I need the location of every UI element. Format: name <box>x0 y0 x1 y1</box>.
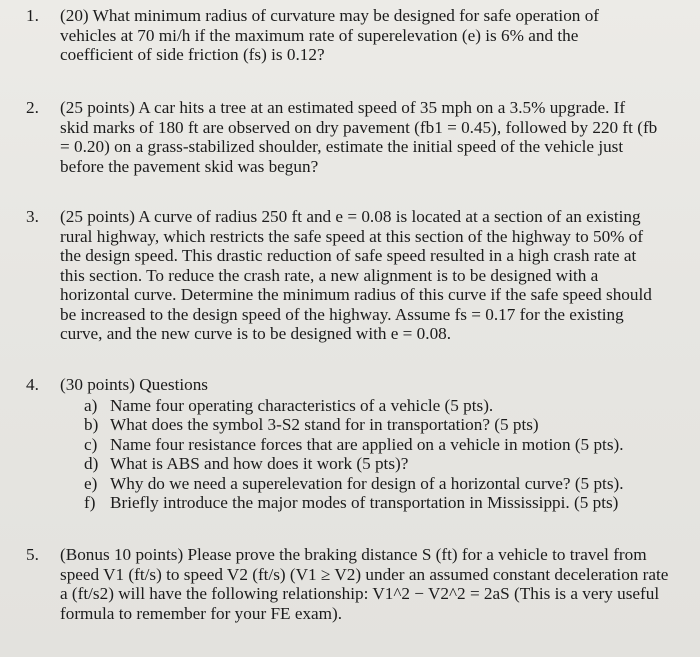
problem-text-line: vehicles at 70 mi/h if the maximum rate of superelevation (e) is 6% and the <box>60 25 579 45</box>
problem-text-line: before the pavement skid was begun? <box>60 156 319 176</box>
problem-text-line: skid marks of 180 ft are observed on dry pavement (fb1 = 0.45), followed by 220 ft (fb <box>60 117 658 137</box>
list-item-letter: f) <box>84 493 96 513</box>
question-list <box>84 396 696 514</box>
list-item-letter: d) <box>84 454 99 474</box>
list-item-text: What does the symbol 3-S2 stand for in transportation? (5 pts) <box>110 415 539 435</box>
list-item-letter: c) <box>84 434 98 454</box>
problem-text-line: rural highway, which restricts the safe speed at this section of the highway to 50% of <box>60 226 644 246</box>
problem-number: 3. <box>26 207 39 226</box>
list-item-text: Briefly introduce the major modes of transportation in Mississippi. (5 pts) <box>110 493 619 513</box>
problem-1 <box>26 6 696 65</box>
problem-text-line: = 0.20) on a grass-stabilized shoulder, estimate the initial speed of the vehicle just <box>60 137 624 156</box>
list-item-letter: a) <box>84 395 98 415</box>
list-item <box>84 415 696 435</box>
list-item <box>84 454 696 474</box>
problem-text-line: the design speed. This drastic reduction of safe speed resulted in a high crash rate at <box>60 246 637 265</box>
list-item-letter: b) <box>84 415 99 435</box>
problem-number: 1. <box>26 6 39 25</box>
list-item-letter: e) <box>84 473 98 493</box>
list-item-text: What is ABS and how does it work (5 pts)? <box>110 454 409 474</box>
list-item-text: Why do we need a superelevation for design of a horizontal curve? (5 pts). <box>110 473 624 493</box>
problem-text-line: horizontal curve. Determine the minimum radius of this curve if the safe speed should <box>60 285 652 304</box>
problem-text-line: (Bonus 10 points) Please prove the braking distance S (ft) for a vehicle to travel from <box>60 545 647 564</box>
problem-number: 2. <box>26 98 39 117</box>
problem-text-line: (20) What minimum radius of curvature may be designed for safe operation of <box>60 6 600 25</box>
problem-text-line: formula to remember for your FE exam). <box>60 603 343 623</box>
problem-text-line: (25 points) A curve of radius 250 ft and e = 0.08 is located at a section of an existing <box>60 207 641 226</box>
list-item <box>84 474 696 494</box>
list-item <box>84 396 696 416</box>
problem-text-line: coefficient of side friction (fs) is 0.12? <box>60 45 325 64</box>
problem-number: 4. <box>26 375 39 394</box>
problem-text-line: (30 points) Questions <box>60 375 208 394</box>
problem-3 <box>26 207 696 344</box>
list-item <box>84 435 696 455</box>
problem-text-line: be increased to the design speed of the highway. Assume fs = 0.17 for the existing <box>60 304 624 324</box>
problem-text-line: speed V1 (ft/s) to speed V2 (ft/s) (V1 ≥ V2) under an assumed constant deceleration rate <box>60 564 669 584</box>
list-item <box>84 493 696 513</box>
problem-2 <box>26 98 696 176</box>
problem-text-line: (25 points) A car hits a tree at an estimated speed of 35 mph on a 3.5% upgrade. If <box>60 98 626 117</box>
problem-text-line: a (ft/s2) will have the following relationship: V1^2 − V2^2 = 2aS (This is a very useful <box>60 584 660 603</box>
problem-4 <box>26 375 696 513</box>
list-item-text: Name four resistance forces that are applied on a vehicle in motion (5 pts). <box>110 434 624 454</box>
problem-number: 5. <box>26 545 39 564</box>
problem-text-line: this section. To reduce the crash rate, a new alignment is to be designed with a <box>60 265 599 285</box>
problem-text-line: curve, and the new curve is to be designed with e = 0.08. <box>60 324 452 343</box>
list-item-text: Name four operating characteristics of a vehicle (5 pts). <box>110 395 494 415</box>
problem-5 <box>26 545 696 623</box>
